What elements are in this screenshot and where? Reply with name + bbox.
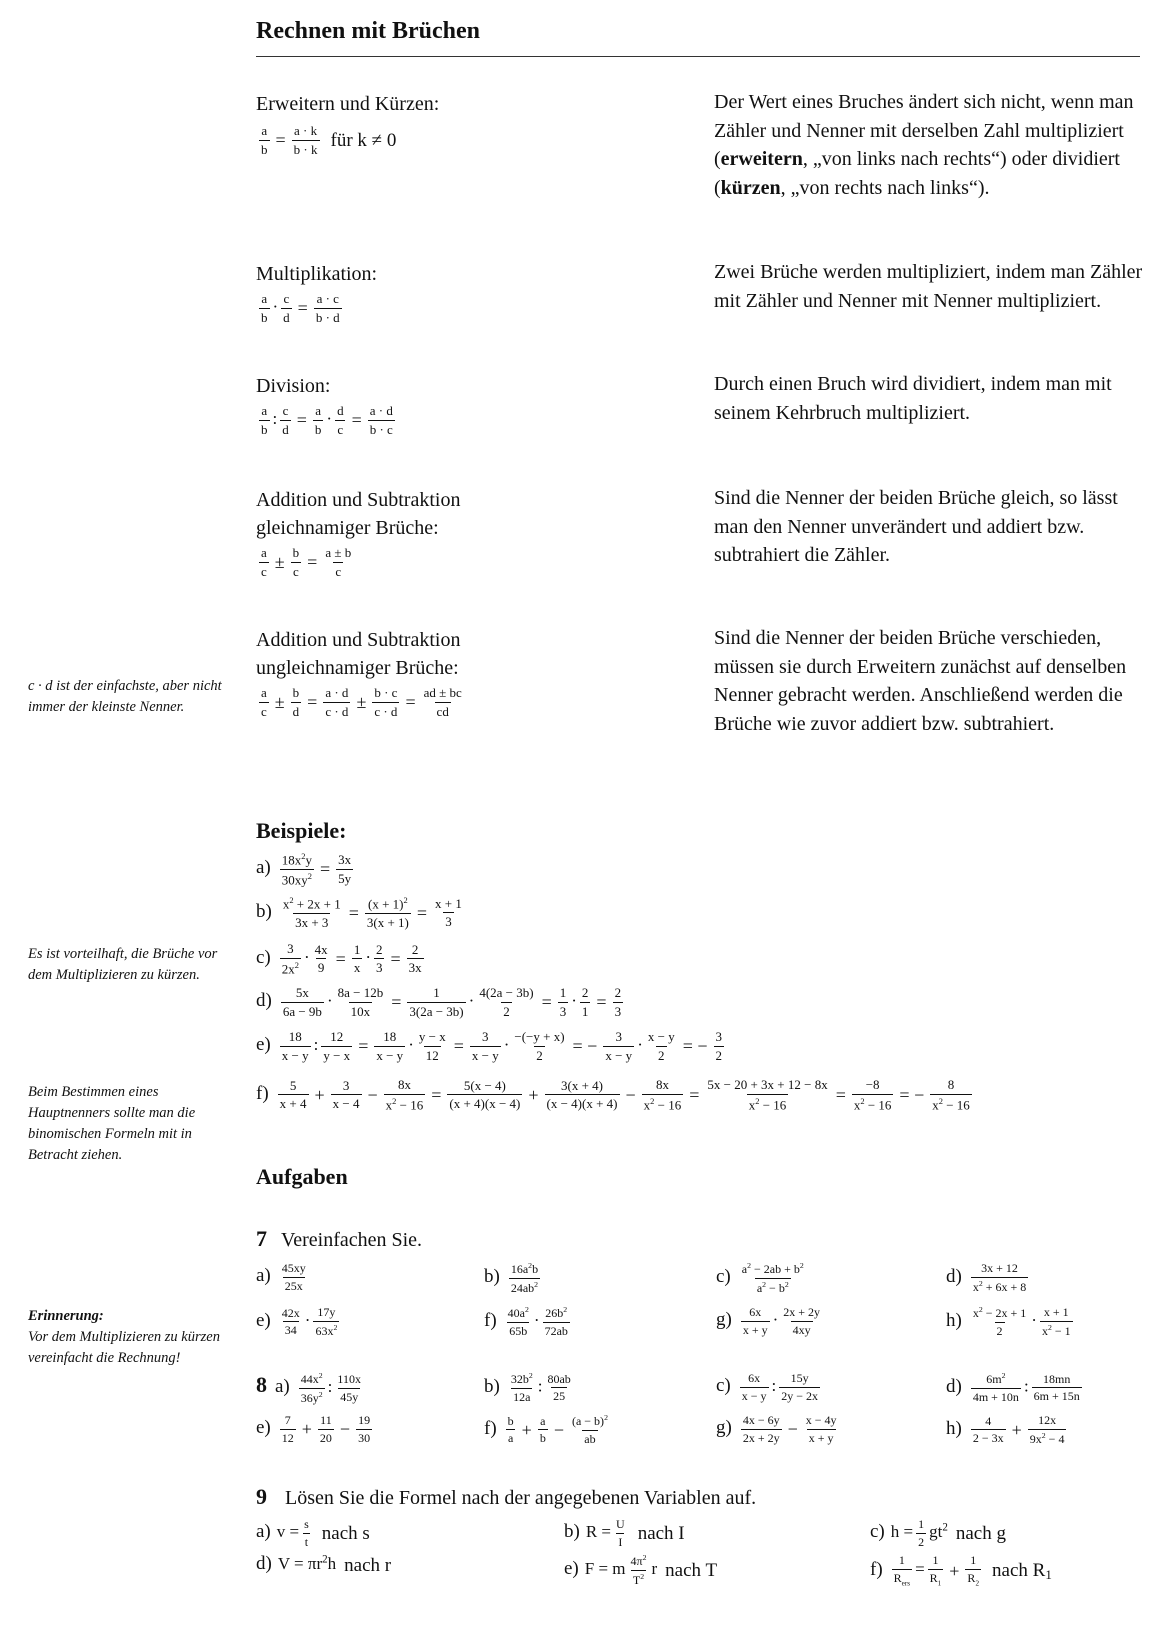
task-9d: d) $V = \pi r^2h$ nach r <box>256 1553 392 1576</box>
task-7f: f) $\frac{40a^2}{65b}$ · $\frac{26b^2}{72ab}$ <box>484 1305 568 1338</box>
rule-add-gleich-description: Sind die Nenner der beiden Brüche gleich, so lässt man den Nenner unverändert und addiert bzw. subtrahiert die Zähler. <box>714 487 1118 566</box>
task-8d: d) $\frac{6m^2}{4m + 10n}$ : $\frac{18mn}{6m + 15n}$ <box>946 1371 1080 1404</box>
task-8c: c) $\frac{6x}{x - y}$ : $\frac{15y}{2y - 2x}$ <box>716 1371 819 1403</box>
task-7h: h) $\frac{x^2 - 2x + 1}{2}$ · $\frac{x + 1}{x^2 - 1}$ <box>946 1305 1071 1338</box>
beispiel-e: e) $\frac{18}{x - y}$ : $\frac{12}{y - x}$ = $\frac{18}{x - y}$ · $\frac{y - x}{12}$ = $\frac{3}{x - y}$ · $\frac{-(-y + x)}{2}$ = − $\frac{3}{x - y}$ · $\frac{x - y}{2}$ = − $\frac{3}{2}$ <box>256 1029 723 1063</box>
task-7-header: 7 Vereinfachen Sie. <box>256 1226 423 1251</box>
task-8g: g) $\frac{4x - 6y}{2x + 2y}$ − $\frac{x - 4y}{x + y}$ <box>716 1413 837 1445</box>
rule-add-gleich-formula: $\frac{a}{c}$ ± $\frac{b}{c}$ = $\frac{a \pm b}{c}$ <box>261 545 352 579</box>
task-8b: b) $\frac{32b^2}{12a}$ : $\frac{80ab}{25}$ <box>484 1371 571 1404</box>
task-8e: e) $\frac{7}{12}$ + $\frac{11}{20}$ − $\frac{19}{30}$ <box>256 1413 371 1445</box>
task-9e: e) F = m $\frac{4\pi^2}{T^2}$ r nach T <box>564 1553 718 1587</box>
task-7d: d) $\frac{3x + 12}{x^2 + 6x + 8}$ <box>946 1261 1027 1294</box>
beispiele-heading: Beispiele: <box>256 818 347 843</box>
aufgaben-heading: Aufgaben <box>256 1164 348 1189</box>
task-7c: c) $\frac{a^2 - 2ab + b^2}{a^2 - b^2}$ <box>716 1261 804 1295</box>
task-7e: e) $\frac{42x}{34}$ · $\frac{17y}{63x^2}$ <box>256 1305 338 1338</box>
rule-erweitern-formula: $\frac{a}{b}$ = $\frac{a \cdot k}{b \cdot k}$ für k ≠ 0 <box>261 123 397 157</box>
rule-division-heading: Division: <box>256 375 331 397</box>
task-8h: h) $\frac{4}{2 - 3x}$ + $\frac{12x}{9x^2 - 4}$ <box>946 1413 1065 1446</box>
task-9f: f) 1 $R_{ers}$ = $\frac{1}{R_1}$ + $\frac{1}{R_2}$ nach $R_1$ <box>870 1553 1052 1587</box>
rule-add-gleich-heading: Addition und Subtraktion gleichnamiger Brüche: <box>256 489 461 539</box>
task-7a: a) $\frac{45xy}{25x}$ <box>256 1261 306 1293</box>
task-8f: f) $\frac{b}{a}$ + $\frac{a}{b}$ − $\frac{(a - b)^2}{ab}$ <box>484 1413 608 1446</box>
rule-add-ungleich-formula: $\frac{a}{c}$ ± $\frac{b}{d}$ = $\frac{a \cdot d}{c \cdot d}$ ± $\frac{b \cdot c}{c \cdot d}$ = $\frac{ad \pm bc}{cd}$ <box>261 685 462 719</box>
task-9a: a) v = $\frac{s}{t}$ nach s <box>256 1517 370 1549</box>
beispiel-f: f) $\frac{5}{x + 4}$ + $\frac{3}{x - 4}$ − $\frac{8x}{x^2 - 16}$ = $\frac{5(x - 4)}{(x + 4)(x - 4)}$ + $\frac{3(x + 4)}{(x - 4)(x + 4)}$ − $\frac{8x}{x^2 - 16}$ = $\frac{5x - 20 + 3x + 12 - 8x}{x^2 - 16}$ = $\frac{-8}{x^2 - 16}$ = − $\frac{8}{x^2 - 16}$ <box>256 1077 970 1112</box>
rule-multiplikation-formula: $\frac{a}{b}$ · $\frac{c}{d}$ = $\frac{a \cdot c}{b \cdot d}$ <box>261 291 340 325</box>
task-9-header: 9 Lösen Sie die Formel nach der angegebenen Variablen auf. <box>256 1484 757 1509</box>
title-divider <box>256 56 1140 57</box>
rule-multiplikation-heading: Multiplikation: <box>256 263 378 285</box>
beispiel-c: c) $\frac{3}{2x^2}$ · $\frac{4x}{9}$ = $\frac{1}{x}$ · $\frac{2}{3}$ = $\frac{2}{3x}$ <box>256 941 422 976</box>
margin-note-nenner: c · d ist der einfachste, aber nicht immer der kleinste Nenner. <box>28 678 222 715</box>
rule-erweitern-heading: Erweitern und Kürzen: <box>256 93 440 115</box>
page-title: Rechnen mit Brüchen <box>256 18 480 44</box>
beispiel-a: a) $\frac{18x^2y}{30xy^2}$ = $\frac{3x}{5y}$ <box>256 851 352 888</box>
rule-add-ungleich-description: Sind die Nenner der beiden Brüche verschieden, müssen sie durch Erweitern zunächst auf denselben Nenner gebracht werden. Anschließend werden die Brüche wie zuvor addiert bzw. subtrahiert. <box>714 627 1127 735</box>
rule-erweitern-description: Der Wert eines Bruches ändert sich nicht, wenn man Zähler und Nenner mit derselben Zahl multipliziert (erweitern, „von links nach rechts“) oder dividiert (kürzen, „von rechts nach links“). <box>714 91 1134 199</box>
task-8a: 8 a) $\frac{44x^2}{36y^2}$ : $\frac{110x}{45y}$ <box>256 1371 361 1405</box>
margin-note-erinnerung: Erinnerung: Vor dem Multiplizieren zu kürzen vereinfacht die Rechnung! <box>28 1308 220 1366</box>
rule-multiplikation-description: Zwei Brüche werden multipliziert, indem man Zähler mit Zähler und Nenner mit Nenner multipliziert. <box>714 261 1143 312</box>
beispiel-b: b) $\frac{x^2 + 2x + 1}{3x + 3}$ = $\frac{(x + 1)^2}{3(x + 1)}$ = $\frac{x + 1}{3}$ <box>256 895 462 930</box>
rule-division-description: Durch einen Bruch wird dividiert, indem man mit seinem Kehrbruch multipliziert. <box>714 373 1112 424</box>
margin-note-kuerzen: Es ist vorteilhaft, die Brüche vor dem Multiplizieren zu kürzen. <box>28 946 218 983</box>
task-9c: c) h = $\frac{1}{2}$ $gt^2$ nach g <box>870 1517 1006 1549</box>
rule-division-formula: $\frac{a}{b}$ : $\frac{c}{d}$ = $\frac{a}{b}$ · $\frac{d}{c}$ = $\frac{a \cdot d}{b \cdot c}$ <box>261 403 393 437</box>
task-7b: b) $\frac{16a^2b}{24ab^2}$ <box>484 1261 539 1295</box>
rule-add-ungleich-heading: Addition und Subtraktion ungleichnamiger Brüche: <box>256 629 461 679</box>
task-9b: b) R = $\frac{U}{I}$ nach I <box>564 1517 685 1549</box>
task-7g: g) $\frac{6x}{x + y}$ · $\frac{2x + 2y}{4xy}$ <box>716 1305 821 1337</box>
beispiel-d: d) $\frac{5x}{6a - 9b}$ · $\frac{8a - 12b}{10x}$ = $\frac{1}{3(2a - 3b)}$ · $\frac{4(2a - 3b)}{2}$ = $\frac{1}{3}$ · $\frac{2}{1}$ = $\frac{2}{3}$ <box>256 985 622 1019</box>
margin-note-hauptnenner: Beim Bestimmen eines Hauptnenners sollte man die binomischen Formeln mit in Betracht ziehen. <box>28 1084 196 1163</box>
